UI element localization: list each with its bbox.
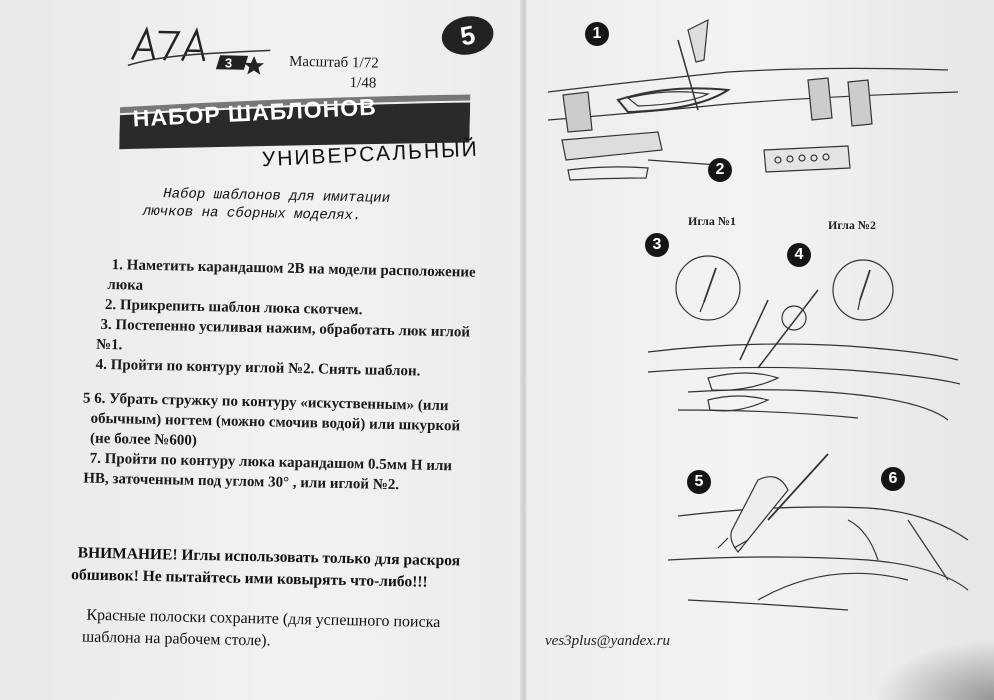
diagram-number-1: 1 [585,22,609,46]
needle-1-label: Игла №1 [688,214,736,228]
step-3: 3. Постепенно усиливая нажим, обработать люк иглой [100,316,471,341]
note-line-2: шаблона на рабочем столе). [81,628,271,650]
right-page [528,0,994,700]
note-line-1: Красные полоски сохраните (для успешного поиска [86,606,441,632]
step-2: 2. Прикрепить шаблон люка скотчем. [104,296,363,319]
page-number-badge: 5 [439,12,497,59]
diagram-number-4: 4 [787,243,811,267]
needle-2-label: Игла №2 [828,218,876,232]
step-7: 7. Пройти по контуру люка карандашом 0.5мм Н или [89,450,453,475]
step-6-cont-2: (не более №600) [89,430,197,449]
diagram-number-5: 5 [687,470,711,494]
corner-shadow [874,640,994,700]
svg-text:3: 3 [224,55,233,71]
step-4: 4. Пройти по контуру иглой №2. Снять шаблон. [95,356,421,380]
step-1: 1. Наметить карандашом 2В на модели расположение [111,257,476,281]
intro-line-2: лючков на сборных моделях. [142,203,362,225]
page-subtitle: УНИВЕРСАЛЬНЫЙ [261,137,480,172]
step-3-cont: №1. [95,336,123,354]
diagram-number-6: 6 [881,467,905,491]
diagram-1 [548,20,958,180]
page-title: НАБОР ШАБЛОНОВ [132,93,378,132]
diagram-5-6 [668,454,968,610]
contact-email: ves3plus@yandex.ru [545,633,671,649]
step-6-cont-1: обычным) ногтем (можно смочив водой) или шкуркой [90,410,461,435]
step-1-cont: люка [107,276,144,294]
step-7-cont: НВ, заточенным под углом 30° , или иглой №2. [83,470,400,494]
diagram-number-2: 2 [708,158,732,182]
step-6: 5 6. Убрать стружку по контуру «искуственным» (или [82,390,449,415]
warning-line-2: обшивок! Не пытайтесь ими ковырять что-либо!!! [71,566,428,591]
scale-label: Масштаб 1/72 [288,53,379,72]
scale-alt-label: 1/48 [349,75,377,92]
diagram-number-3: 3 [645,233,669,257]
assembly-diagrams [528,0,994,700]
warning-line-1: ВНИМАНИЕ! Иглы использовать только для раскроя [77,544,461,570]
diagram-3-4 [648,256,960,420]
brand-logo [124,17,275,80]
intro-line-1: Набор шаблонов для имитации [163,186,391,207]
